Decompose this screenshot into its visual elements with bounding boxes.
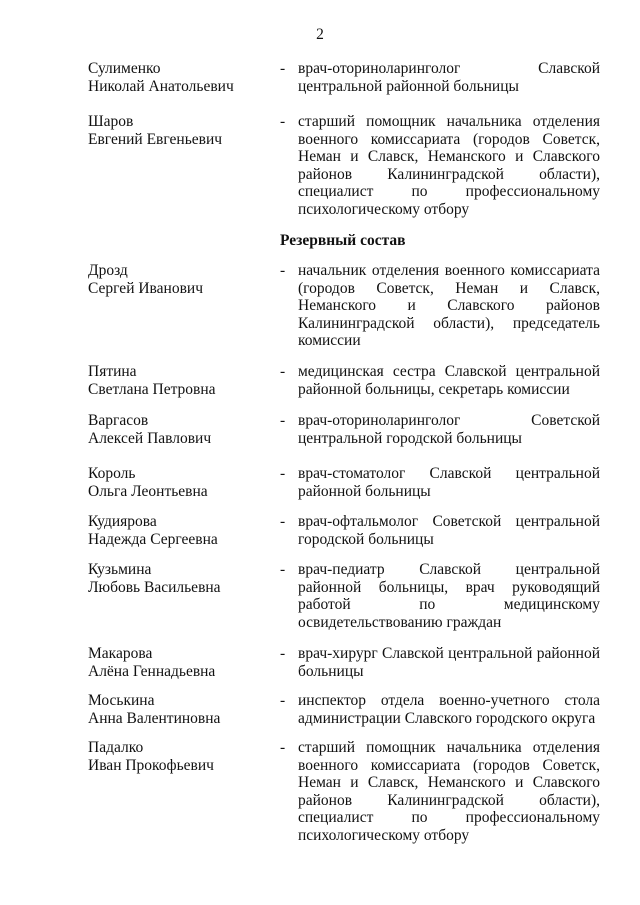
role-line: врач-оториноларинголог Славской <box>298 60 600 77</box>
role-line: военного комиссариата (городов Советск, <box>298 756 600 774</box>
role-line: врач-стоматолог Славской центральной <box>298 465 600 482</box>
given-names: Евгений Евгеньевич <box>88 130 223 148</box>
member-name <box>88 645 268 680</box>
role-line: старший помощник начальника отделения <box>298 739 600 756</box>
dash: - <box>280 412 286 429</box>
role-line: Калининградской области), председатель <box>298 314 600 332</box>
role-line: врач-хирург Славской центральной районной <box>298 645 600 662</box>
member-role <box>298 113 600 218</box>
member-name <box>88 363 268 398</box>
given-names: Сергей Иванович <box>88 279 204 297</box>
surname: Дрозд <box>88 262 128 279</box>
role-line: Неманского и Славского районов <box>298 297 600 314</box>
section-title: Резервный состав <box>280 232 406 249</box>
given-names: Алексей Павлович <box>88 429 212 447</box>
dash: - <box>280 692 286 709</box>
role-line: начальник отделения военного комиссариата <box>298 262 600 279</box>
role-line: специалист по профессиональному <box>298 183 600 200</box>
member-role <box>298 561 600 631</box>
role-line: центральной городской больницы <box>298 429 522 447</box>
dash: - <box>280 645 286 662</box>
dash: - <box>280 262 286 279</box>
given-names: Николай Анатольевич <box>88 77 234 95</box>
surname: Сулименко <box>88 60 161 77</box>
role-line: врач-оториноларинголог Советской <box>298 412 600 429</box>
member-name <box>88 113 268 148</box>
member-role <box>298 645 600 680</box>
surname: Падалко <box>88 739 144 756</box>
given-names: Светлана Петровна <box>88 380 216 398</box>
member-name <box>88 262 268 297</box>
member-name <box>88 465 268 500</box>
given-names: Анна Валентиновна <box>88 709 221 727</box>
role-line: районной больницы, секретарь комиссии <box>298 380 570 398</box>
role-line: медицинская сестра Славской центральной <box>298 363 600 380</box>
role-line: военного комиссариата (городов Советск, <box>298 130 600 148</box>
given-names: Ольга Леонтьевна <box>88 482 208 500</box>
surname: Король <box>88 465 136 482</box>
role-line: районов Калининградской области), <box>298 791 600 809</box>
member-name <box>88 60 268 95</box>
role-line: врач-педиатр Славской центральной <box>298 561 600 578</box>
dash: - <box>280 113 286 130</box>
role-line: Неман и Славск, Неманского и Славского <box>298 774 600 791</box>
role-line: комиссии <box>298 332 361 349</box>
role-line: центральной районной больницы <box>298 77 519 95</box>
surname: Пятина <box>88 363 137 380</box>
role-line: (городов Советск, Неман и Славск, <box>298 279 600 297</box>
role-line: районной больницы <box>298 482 431 500</box>
member-role <box>298 412 600 447</box>
member-name <box>88 739 268 774</box>
given-names: Надежда Сергеевна <box>88 530 218 548</box>
dash: - <box>280 561 286 578</box>
given-names: Любовь Васильевна <box>88 578 221 596</box>
surname: Моськина <box>88 692 155 709</box>
given-names: Иван Прокофьевич <box>88 756 214 774</box>
role-line: психологическому отбору <box>298 200 470 218</box>
surname: Макарова <box>88 645 153 662</box>
role-line: администрации Славского городского округа <box>298 709 596 727</box>
dash: - <box>280 60 286 77</box>
member-role <box>298 363 600 398</box>
page-number: 2 <box>316 26 324 43</box>
member-name <box>88 692 268 727</box>
role-line: районной больницы, врач руководящий <box>298 578 600 596</box>
role-line: работой по медицинскому <box>298 596 600 613</box>
dash: - <box>280 513 286 530</box>
role-line: специалист по профессиональному <box>298 809 600 826</box>
member-role <box>298 465 600 500</box>
role-line: городской больницы <box>298 530 434 548</box>
surname: Варгасов <box>88 412 149 429</box>
role-line: освидетельствованию граждан <box>298 613 502 631</box>
member-role <box>298 60 600 95</box>
role-line: старший помощник начальника отделения <box>298 113 600 130</box>
member-role <box>298 513 600 548</box>
member-name <box>88 412 268 447</box>
member-role <box>298 739 600 844</box>
role-line: психологическому отбору <box>298 826 470 844</box>
dash: - <box>280 739 286 756</box>
member-name <box>88 513 268 548</box>
member-role <box>298 692 600 727</box>
member-role <box>298 262 600 350</box>
dash: - <box>280 465 286 482</box>
member-name <box>88 561 268 596</box>
role-line: врач-офтальмолог Советской центральной <box>298 513 600 530</box>
surname: Шаров <box>88 113 134 130</box>
surname: Кузьмина <box>88 561 152 578</box>
dash: - <box>280 363 286 380</box>
surname: Кудиярова <box>88 513 157 530</box>
role-line: Неман и Славск, Неманского и Славского <box>298 148 600 165</box>
role-line: районов Калининградской области), <box>298 165 600 183</box>
given-names: Алёна Геннадьевна <box>88 662 216 680</box>
role-line: инспектор отдела военно-учетного стола <box>298 692 600 709</box>
role-line: больницы <box>298 662 364 680</box>
